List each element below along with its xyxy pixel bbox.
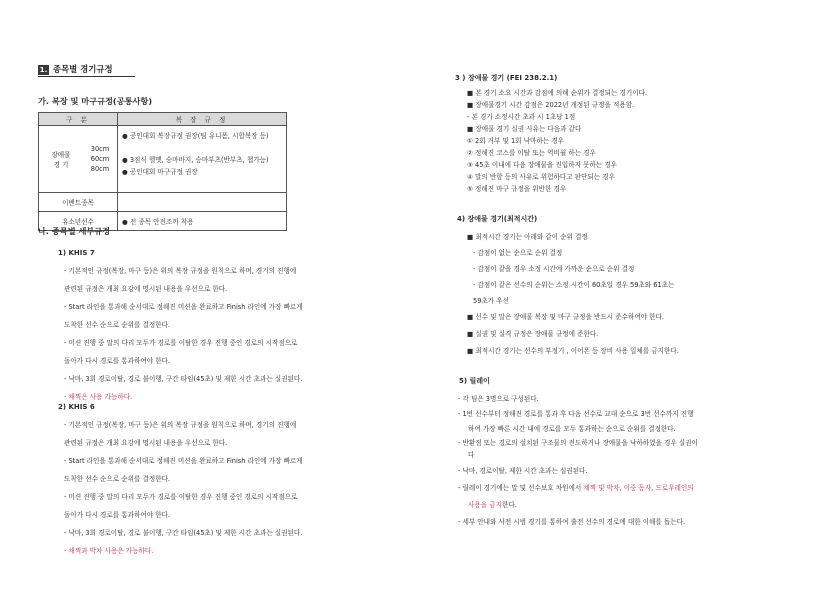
list-item (458, 480, 698, 497)
subsection-ga-heading: 가. 복장 및 마구규정(공통사항) (38, 96, 153, 106)
list-item: ① 2회 거부 및 1회 낙마하는 경우 (467, 137, 564, 145)
khis6-note: - 채찍과 박차 사용은 가능하다. (64, 547, 154, 555)
list-item: 도착한 선수 순으로 순위를 결정한다. (64, 475, 171, 483)
rule-5-list (458, 391, 698, 531)
khis7-note: - 채찍은 사용 가능하다. (64, 393, 133, 401)
youth-rule: ● 전 종목 안전조끼 착용 (118, 212, 287, 231)
list-item: ■ 최적시간 경기는 선수의 부정기 , 이어폰 등 장비 사용 일체를 금지한다. (467, 347, 679, 355)
rule-3-title: 3 ) 장애물 경기 (FEI 238.2.1) (455, 74, 558, 82)
list-item: ⑤ 정해진 마구 규정을 위반한 경우 (467, 185, 567, 193)
obstacle-label: 장애물 경 기 (51, 151, 71, 169)
list-item: 59초가 우선 (473, 297, 509, 305)
event-label: 이벤트종목 (39, 193, 118, 212)
list-item: ④ 말의 반항 등의 사유로 위험하다고 판단되는 경우 (467, 173, 615, 181)
list-item: ② 정해진 코스를 이탈 또는 역비월 하는 경우 (467, 149, 596, 157)
list-item: - 반환점 또는 경로의 설치된 구조물의 전도하거나 장애물을 낙하하였을 경우 실권이 (458, 439, 698, 447)
list-item: ■ 최적시간 경기는 아래와 같이 순위 결정 (467, 233, 588, 241)
list-item: 돌아가 다시 경로를 통과하여야 한다. (64, 511, 171, 519)
list-item: 도착한 선수 순으로 순위를 결정한다. (64, 321, 171, 329)
list-item: 돌아가 다시 경로를 통과하여야 한다. (64, 357, 171, 365)
event-rule: ● 공인대회 마구규정 권장 (122, 168, 198, 176)
khis6-rules (64, 416, 303, 560)
list-item: ■ 실권 및 실격 규정은 장애물 규정에 준한다. (467, 330, 599, 338)
rule-4-list (467, 229, 679, 360)
rule-4-title: 4) 장애물 경기(최적시간) (457, 215, 538, 223)
list-item: - 각 팀은 3명으로 구성된다. (458, 395, 539, 403)
list-item: - 감점이 없는 순으로 순위 결정 (473, 249, 563, 257)
list-item: 관련된 규정은 개최 요강에 명시된 내용을 우선으로 한다. (64, 439, 228, 447)
list-item: ■ 장애물경기 시간 감점은 2022년 개정된 규정을 적용함. (467, 101, 635, 109)
khis7-rules (64, 262, 303, 406)
obstacle-rule-1: ● 공인대회 복장규정 권장(팀 유니폼, 시합복장 등) (122, 132, 269, 140)
height-30: 30cm (90, 145, 110, 153)
rule-5-title: 5) 릴레이 (459, 377, 490, 385)
obstacle-cell (39, 126, 118, 193)
obstacle-rules-cell (118, 126, 287, 193)
list-item: - 감점이 같을 경우 소정 시간에 가까운 순으로 순위 결정 (473, 265, 635, 273)
list-item: - 낙마, 경로이탈, 제한 시간 초과는 실권된다. (458, 467, 588, 475)
section-header (38, 63, 113, 75)
list-item (458, 497, 698, 514)
khis6-title: 2) KHIS 6 (58, 403, 95, 411)
list-item: - 감점이 같은 선수의 순위는 소정 시간이 60초일 경우 59초와 61초는 (473, 281, 675, 289)
list-item: - 낙마, 3회 경로이탈, 경로 불이행, 구간 타임(45초) 및 제한 시간 초과는 실권된다. (64, 529, 303, 537)
list-item: - Start 라인을 통과해 순서대로 정해진 미션을 완료하고 Finish 라인에 가장 빠르게 (64, 303, 303, 311)
list-item: - 미션 진행 중 말의 다리 모두가 경로를 이탈한 경우 진행 중인 경로의 시작점으로 (64, 493, 298, 501)
obstacle-rule-2: ● 3점식 헬멧, 승마바지, 승마부츠(반부츠, 챕가능) (122, 156, 269, 164)
list-item: - 기본적인 규정(복장, 마구 등)은 위의 복장 규정을 원칙으로 하며, 경기의 진행에 (64, 267, 297, 275)
list-item: ③ 45초 이내에 다음 장애물을 진입하지 못하는 경우 (467, 161, 617, 169)
list-item: - 본 경기 소정시간 초과 시 1초당 1점 (467, 113, 576, 121)
height-60: 60cm (90, 155, 110, 163)
list-item: 관련된 규정은 개최 요강에 명시된 내용을 우선으로 한다. (64, 285, 228, 293)
table-header-rule: 복 장 규 정 (118, 113, 287, 126)
section-number: 1. (39, 65, 48, 74)
list-item: 하여 가장 빠른 시간 내에 경로를 모두 통과하는 순으로 순위를 결정한다. (468, 425, 676, 433)
rule-3-list (467, 87, 647, 195)
section-title: 종목별 경기규정 (53, 64, 113, 74)
relay-ban-end: 한다. (501, 501, 517, 509)
list-item: ■ 본 경기 소요 시간과 감점에 의해 순위가 결정되는 경기이다. (467, 89, 648, 97)
dress-code-table (38, 112, 287, 231)
list-item: - 세부 안내와 사전 시범 경기를 통하여 출전 선수의 경로에 대한 이해를 돕는다. (458, 518, 686, 526)
list-item: - 기본적인 규정(복장, 마구 등)은 위의 복장 규정을 원칙으로 하며, 경기의 진행에 (64, 421, 297, 429)
list-item: - 미션 진행 중 말의 다리 모두가 경로를 이탈한 경우 진행 중인 경로의 시작점으로 (64, 339, 298, 347)
list-item: - 1번 선수부터 정해진 경로를 통과 후 다음 선수로 교대 순으로 3번 선수까지 진행 (458, 410, 694, 418)
relay-ban-prohibit: 사용을 금지 (468, 501, 502, 509)
section-underline (38, 76, 135, 77)
list-item: 다 (468, 451, 475, 459)
relay-ban-items: 채찍 및 박차, 이중 동자, 드로우레인의 (583, 484, 694, 492)
subsection-na-heading: 나. 종목별 세부규정 (38, 226, 111, 236)
table-header-category: 구 분 (39, 113, 118, 126)
khis7-title: 1) KHIS 7 (58, 249, 95, 257)
height-80: 80cm (90, 165, 110, 173)
list-item: ■ 선수 및 말은 장애물 복장 및 마구 규정을 반드시 준수하여야 한다. (467, 313, 664, 321)
list-item: ■ 장애물 경기 실권 사유는 다음과 같다 (467, 125, 582, 133)
relay-ban-text: - 릴레이 경기에는 말 및 선수보호 차원에서 (458, 484, 584, 492)
list-item: - Start 라인을 통과해 순서대로 정해진 미션을 완료하고 Finish 라인에 가장 빠르게 (64, 457, 303, 465)
list-item: - 낙마, 3회 경로이탈, 경로 불이행, 구간 타임(45초) 및 제한 시간 초과는 실권된다. (64, 375, 303, 383)
youth-label: 유소년선수 (39, 212, 118, 231)
